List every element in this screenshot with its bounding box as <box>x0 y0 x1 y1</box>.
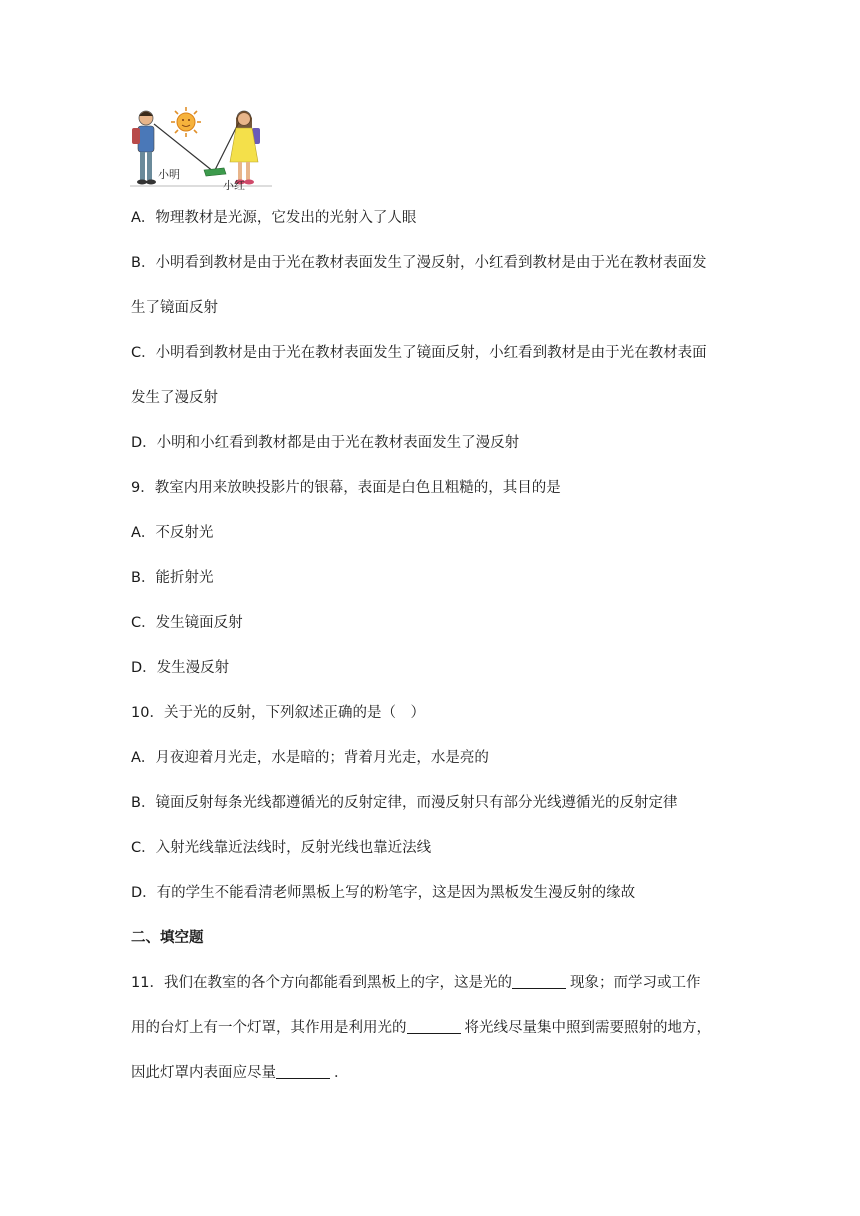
girl-figure <box>230 111 260 185</box>
q8-option-b: B．小明看到教材是由于光在教材表面发生了漫反射，小红看到教材是由于光在教材表面发 <box>131 255 707 271</box>
q10-option-c: C．入射光线靠近法线时，反射光线也靠近法线 <box>131 840 432 856</box>
q11-line-3 <box>131 1063 349 1083</box>
q11-text-2b: 将光线尽量集中照到需要照射的地方， <box>464 1020 711 1036</box>
q9-option-a: A．不反射光 <box>131 525 214 541</box>
q9-stem: 9．教室内用来放映投影片的银幕，表面是白色且粗糙的，其目的是 <box>131 480 561 496</box>
q11-text-1a: 11．我们在教室的各个方向都能看到黑板上的字，这是光的 <box>131 975 512 991</box>
q9-option-b: B．能折射光 <box>131 570 214 586</box>
q9-option-c: C．发生镜面反射 <box>131 615 243 631</box>
q9-option-d: D．发生漫反射 <box>131 660 230 676</box>
q11-line-2 <box>131 1018 711 1038</box>
answer-blank-1[interactable] <box>512 974 566 989</box>
label-xiaohong: 小红 <box>223 179 245 190</box>
q11-text-3a: 因此灯罩内表面应尽量 <box>131 1065 276 1081</box>
book-icon <box>204 168 226 176</box>
section-title: 二、填空题 <box>131 930 204 946</box>
q10-stem: 10．关于光的反射，下列叙述正确的是（ ） <box>131 705 425 721</box>
q10-option-b: B．镜面反射每条光线都遵循光的反射定律，而漫反射只有部分光线遵循光的反射定律 <box>131 795 678 811</box>
label-xiaoming: 小明 <box>158 168 180 181</box>
q8-option-a: A．物理教材是光源，它发出的光射入了人眼 <box>131 210 417 226</box>
boy-figure <box>132 111 156 185</box>
q11-line-1 <box>131 973 700 993</box>
q8-option-d: D．小明和小红看到教材都是由于光在教材表面发生了漫反射 <box>131 435 520 451</box>
q8-option-c: C．小明看到教材是由于光在教材表面发生了镜面反射，小红看到教材是由于光在教材表面 <box>131 345 707 361</box>
q11-text-1b: 现象；而学习或工作 <box>569 975 701 991</box>
q11-text-3b: ． <box>334 1065 349 1081</box>
answer-blank-2[interactable] <box>407 1019 461 1034</box>
q8-option-c-continued: 发生了漫反射 <box>131 390 218 406</box>
q11-text-2a: 用的台灯上有一个灯罩，其作用是利用光的 <box>131 1020 407 1036</box>
reflection-figure <box>130 104 272 190</box>
q10-option-a: A．月夜迎着月光走，水是暗的；背着月光走，水是亮的 <box>131 750 489 766</box>
q8-option-b-continued: 生了镜面反射 <box>131 300 218 316</box>
q10-option-d: D．有的学生不能看清老师黑板上写的粉笔字，这是因为黑板发生漫反射的缘故 <box>131 885 636 901</box>
children-book-illustration <box>130 104 272 190</box>
sun-icon <box>171 107 201 137</box>
answer-blank-3[interactable] <box>276 1064 330 1079</box>
